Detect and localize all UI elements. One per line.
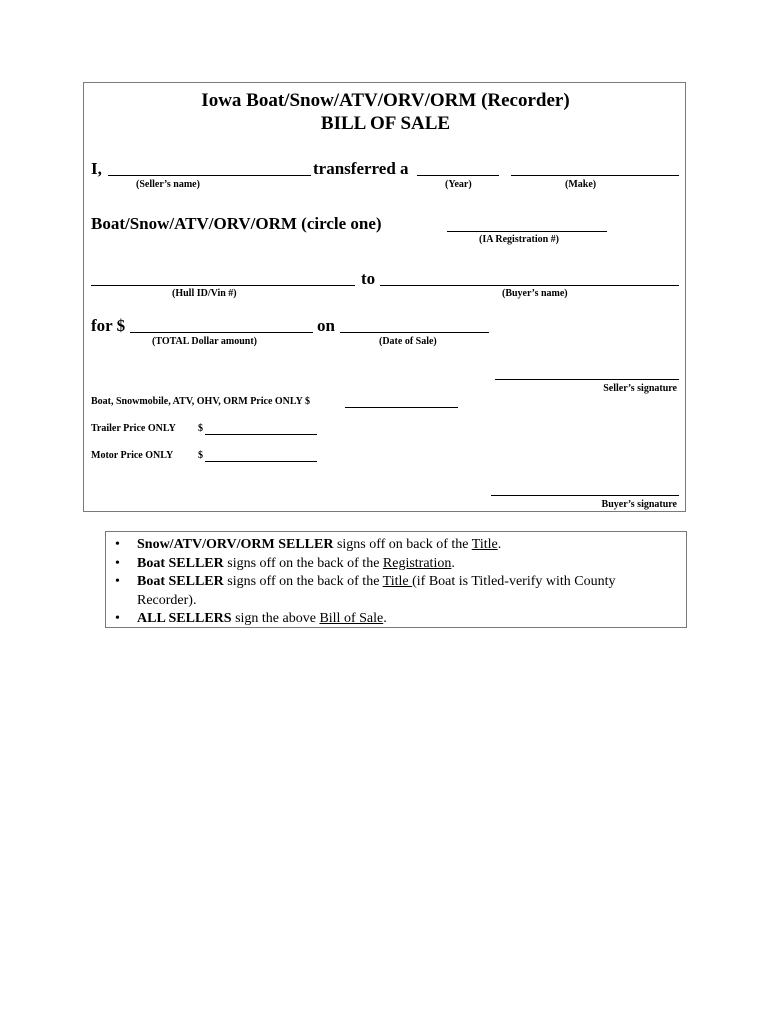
instruction-item bbox=[106, 536, 686, 555]
row3-to: to bbox=[361, 269, 376, 288]
instruction-text: sign the above bbox=[231, 611, 320, 626]
boat-price-field[interactable] bbox=[345, 407, 458, 408]
instruction-item bbox=[106, 555, 686, 574]
boat-price-label: Boat, Snowmobile, ATV, OHV, ORM Price ONLY $ bbox=[91, 396, 310, 407]
year-field[interactable] bbox=[417, 175, 499, 176]
row1-transferred: transferred a bbox=[313, 159, 409, 178]
vehicle-type-choice[interactable]: Boat/Snow/ATV/ORV/ORM (circle one) bbox=[91, 214, 382, 233]
row4-for: for $ bbox=[91, 316, 126, 335]
instruction-tail: . bbox=[451, 555, 455, 571]
hull-id-caption: (Hull ID/Vin #) bbox=[172, 288, 237, 299]
seller-signature-field[interactable] bbox=[495, 379, 679, 380]
row1-prefix: I, bbox=[91, 159, 102, 178]
instruction-text: signs off on the back of the bbox=[223, 555, 383, 571]
buyer-name-field[interactable] bbox=[380, 285, 679, 286]
total-amount-field[interactable] bbox=[130, 332, 313, 333]
instructions-box bbox=[105, 531, 687, 628]
instruction-item bbox=[106, 573, 686, 610]
buyer-name-caption: (Buyer’s name) bbox=[502, 288, 568, 299]
hull-id-field[interactable] bbox=[91, 285, 355, 286]
ia-registration-field[interactable] bbox=[447, 231, 607, 232]
seller-signature-label: Seller’s signature bbox=[603, 383, 677, 394]
year-caption: (Year) bbox=[445, 179, 472, 190]
instruction-underlined-term: Registration bbox=[382, 555, 452, 571]
bill-of-sale-form bbox=[83, 82, 686, 512]
motor-dollar-sign: $ bbox=[198, 450, 203, 461]
instruction-emphasis: Boat SELLER bbox=[137, 574, 224, 589]
instruction-emphasis: Snow/ATV/ORV/ORM SELLER bbox=[137, 537, 334, 552]
instructions-list bbox=[106, 536, 686, 629]
instruction-emphasis: Boat SELLER bbox=[137, 555, 224, 571]
make-field[interactable] bbox=[511, 175, 679, 176]
instruction-underlined-term: Bill of Sale bbox=[319, 611, 384, 626]
ia-registration-caption: (IA Registration #) bbox=[479, 234, 559, 245]
instruction-text: signs off on the back of the bbox=[223, 574, 383, 589]
total-amount-caption: (TOTAL Dollar amount) bbox=[152, 336, 258, 347]
instruction-tail: . bbox=[497, 537, 502, 552]
trailer-price-label: Trailer Price ONLY bbox=[91, 423, 176, 434]
instruction-tail: . bbox=[383, 611, 387, 626]
instruction-text: signs off on back of the bbox=[333, 537, 472, 552]
motor-price-field[interactable] bbox=[205, 461, 317, 462]
instruction-emphasis: ALL SELLERS bbox=[137, 611, 232, 626]
date-of-sale-caption: (Date of Sale) bbox=[379, 336, 437, 347]
instruction-underlined-term: Title bbox=[382, 574, 413, 589]
instruction-item bbox=[106, 610, 686, 629]
instruction-underlined-term: Title bbox=[471, 537, 498, 552]
date-of-sale-field[interactable] bbox=[340, 332, 489, 333]
form-title: Iowa Boat/Snow/ATV/ORV/ORM (Recorder) bbox=[201, 90, 570, 111]
buyer-signature-field[interactable] bbox=[491, 495, 679, 496]
trailer-dollar-sign: $ bbox=[198, 423, 203, 434]
form-subtitle: BILL OF SALE bbox=[320, 113, 451, 134]
seller-name-caption: (Seller’s name) bbox=[136, 179, 200, 190]
make-caption: (Make) bbox=[565, 179, 597, 190]
row4-on: on bbox=[317, 316, 335, 335]
motor-price-label: Motor Price ONLY bbox=[91, 450, 174, 461]
instruction-tail: (if Boat is Titled-verify with County Recorder). bbox=[137, 574, 616, 608]
buyer-signature-label: Buyer’s signature bbox=[601, 499, 677, 510]
trailer-price-field[interactable] bbox=[205, 434, 317, 435]
seller-name-field[interactable] bbox=[108, 175, 311, 176]
